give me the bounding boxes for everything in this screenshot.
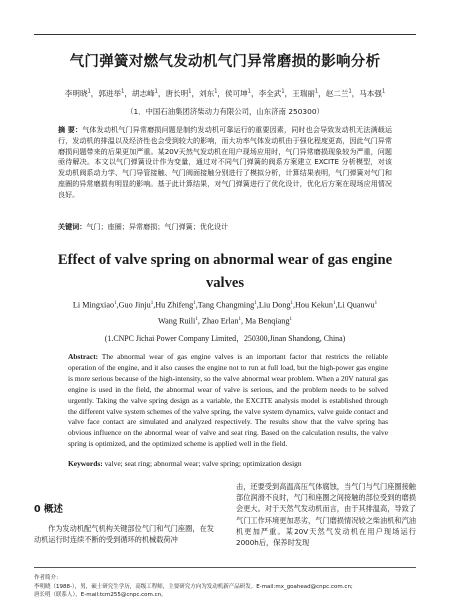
- english-keywords: [68, 459, 388, 468]
- author-affiliation-marker: 1: [374, 301, 378, 306]
- author-name: Wang Ruili: [158, 316, 196, 326]
- author-name: 马本强: [359, 89, 383, 98]
- author-affiliation-marker: 1: [332, 301, 336, 306]
- footnote-rule: [34, 567, 416, 568]
- author-affiliation-marker: 1: [238, 316, 242, 322]
- section-heading: 0 概述: [34, 504, 63, 515]
- author-footnote: [34, 574, 424, 600]
- english-keywords-text: valve; seat ring; abnormal wear; valve spring; optimization design: [102, 459, 302, 468]
- author-affiliation-marker: 1: [87, 88, 91, 95]
- author-affiliation-marker: 1: [114, 301, 117, 306]
- author-affiliation-marker: 1: [254, 301, 257, 306]
- chinese-affiliation: （1．中国石油集团济柴动力有限公司，山东济南 250300）: [126, 107, 324, 116]
- author-affiliation-marker: 1: [188, 88, 192, 95]
- english-authors-line-2: Wang Ruili$^1$, Zhao Erlan$^1$, Ma Benqiang$^1$: [158, 316, 292, 326]
- author-name: Tang Changming: [197, 300, 255, 310]
- author-affiliation-marker: 1: [154, 88, 158, 95]
- footnote-line-2: 唐长明（联系人），E-mail:tcm255@cnpc.com.cn。: [34, 592, 167, 599]
- author-name: Liu Dong: [258, 300, 291, 310]
- author-name: 李明晓: [64, 89, 88, 98]
- author-name: 胡志峰: [131, 89, 155, 98]
- english-authors: [40, 297, 410, 328]
- author-affiliation-marker: 1: [348, 88, 352, 95]
- author-affiliation-marker: 1: [281, 88, 285, 95]
- english-keywords-label: Keywords:: [68, 459, 103, 468]
- author-affiliation-marker: 1: [150, 301, 154, 306]
- english-authors-line-1: Li Mingxiao$^1$,Guo Jinju$^1$,Hu Zhifeng$^1$,Tang Changming$^1$,Liu Dong$^1$,Hou Kekun$^1$,Li Quanwu$^1$: [72, 300, 378, 310]
- author-name: 赵二兰: [325, 89, 349, 98]
- author-name: 侯可坤: [225, 89, 248, 98]
- author-name: 郭进举: [98, 89, 122, 98]
- top-rule: [34, 34, 416, 35]
- chinese-abstract-label: 摘 要：: [58, 125, 83, 134]
- english-affiliation: (1.CNPC Jichai Power Company Limited，250300,Jinan Shandong, China): [104, 334, 346, 343]
- author-name: 刘东: [199, 89, 215, 98]
- chinese-abstract: [58, 125, 392, 201]
- author-name: Li Mingxiao: [72, 300, 115, 310]
- author-affiliation-marker: 1: [193, 301, 196, 306]
- author-affiliation-marker: 1: [290, 301, 293, 306]
- author-name: Hou Kekun: [295, 300, 333, 310]
- author-affiliation-marker: 1: [382, 88, 386, 95]
- author-name: 王瑞丽: [292, 89, 315, 98]
- author-affiliation-marker: 1: [195, 316, 198, 322]
- author-name: Zhao Erlan: [201, 316, 239, 326]
- body-left-column: 作为发动机配气机构关键部位气门和气门座圈，在发动机运行时连续不断的受到循环的机械载荷冲: [34, 524, 214, 545]
- author-name: Guo Jinju: [118, 300, 151, 310]
- chinese-keywords-text: 气门；座圈；异常磨损；气门弹簧；优化设计: [86, 222, 229, 231]
- footnote-label: 作者简介：: [34, 575, 62, 581]
- english-abstract-text: The abnormal wear of gas engine valves is an important factor that restricts the reliable operation of the engine, and it also causes the engine not to run at full load, but the high-power gas engine is more serious because of the high-intensity, so the valve abnormal wear problem. When a 20V natural gas engine is used in the field, the abnormal wear of valve is serious, and the problem needs to be solved urgently. Taking the valve spring design as a variable, the EXCITE analysis model is established through the different valve system schemes of the valve spring, the valve system dynamics, valve guide contact and valve face contact are simulated and analyzed respectively. The results show that the valve spring has obvious influence on the abnormal wear of valve and seat ring. Based on the calculation results, the valve spring is optimized, and the optimized scheme is applied well in the field.: [68, 352, 388, 449]
- english-title: Effect of valve spring on abnormal wear of gas engine valves: [57, 252, 393, 291]
- author-name: Li Quanwu: [337, 300, 375, 310]
- chinese-keywords: [58, 222, 392, 232]
- author-affiliation-marker: 1: [289, 316, 292, 322]
- chinese-title: 气门弹簧对燃气发动机气门异常磨损的影响分析: [69, 54, 381, 70]
- author-name: Ma Benqiang: [245, 316, 290, 326]
- author-affiliation-marker: 1: [314, 88, 319, 95]
- author-name: Hu Zhifeng: [155, 300, 194, 310]
- chinese-keywords-label: 关键词：: [58, 222, 87, 231]
- author-affiliation-marker: 1: [247, 88, 251, 95]
- footnote-line-1: 李明晓（1988-），男，硕士研究生学历，高级工程师，主要研究方向为发动机新产品研发。E-mail:mx_goahead@cnpc.com.cn;: [34, 583, 353, 590]
- english-abstract: [68, 352, 388, 450]
- author-affiliation-marker: 1: [214, 88, 218, 95]
- english-abstract-label: Abstract:: [68, 352, 99, 361]
- chinese-abstract-text: 气体发动机气门异常磨损问题是制约发动机可靠运行的重要因素，同时也会导致发动机无法满载运行，发动机的排温以及经济性也会受到较大的影响，而大功率气体发动机由于强化程度更高，因此气门异常磨损问题带来的后果更加严重。某20V天然气发动机在用户现场应用时，气门异常磨损现象较为严重，问题亟待解决。本文以气门弹簧设计作为变量，通过对不同气门弹簧的阀系方案建立 EXCITE 分析模型，对该发动机阀系动力学、气门导管接触、气门阀面接触分别进行了模拟分析，计算结果表明，气门弹簧对气门和座圈的异常磨损有明显的影响。基于此计算结果，对气门弹簧进行了优化设计，优化后方案在现场应用情况良好。: [58, 125, 392, 199]
- author-affiliation-marker: 1: [121, 88, 125, 95]
- author-name: 唐长明: [165, 89, 189, 98]
- author-name: 李全武: [258, 89, 282, 98]
- body-right-column: 击，还要受到高温高压气体腐蚀，当气门与气门座圈接触部位润滑不良时，气门和座圈之间接触的部位受到的磨损会更大。对于天然气发动机而言，由于其排温高，导致了气门工作环境更加恶劣，气门磨损情况较之柴油机和汽油机更加严重。某20V天然气发动机在用户现场运行2000h后，保养时发现: [236, 482, 416, 548]
- chinese-authors: 李明晓$^1$，郭进举$^1$，胡志峰$^1$，唐长明$^1$，刘东$^1$，侯可坤$^1$，李全武$^1$，王瑞丽$^1$，赵二兰$^1$，马本强$^1$: [64, 88, 386, 98]
